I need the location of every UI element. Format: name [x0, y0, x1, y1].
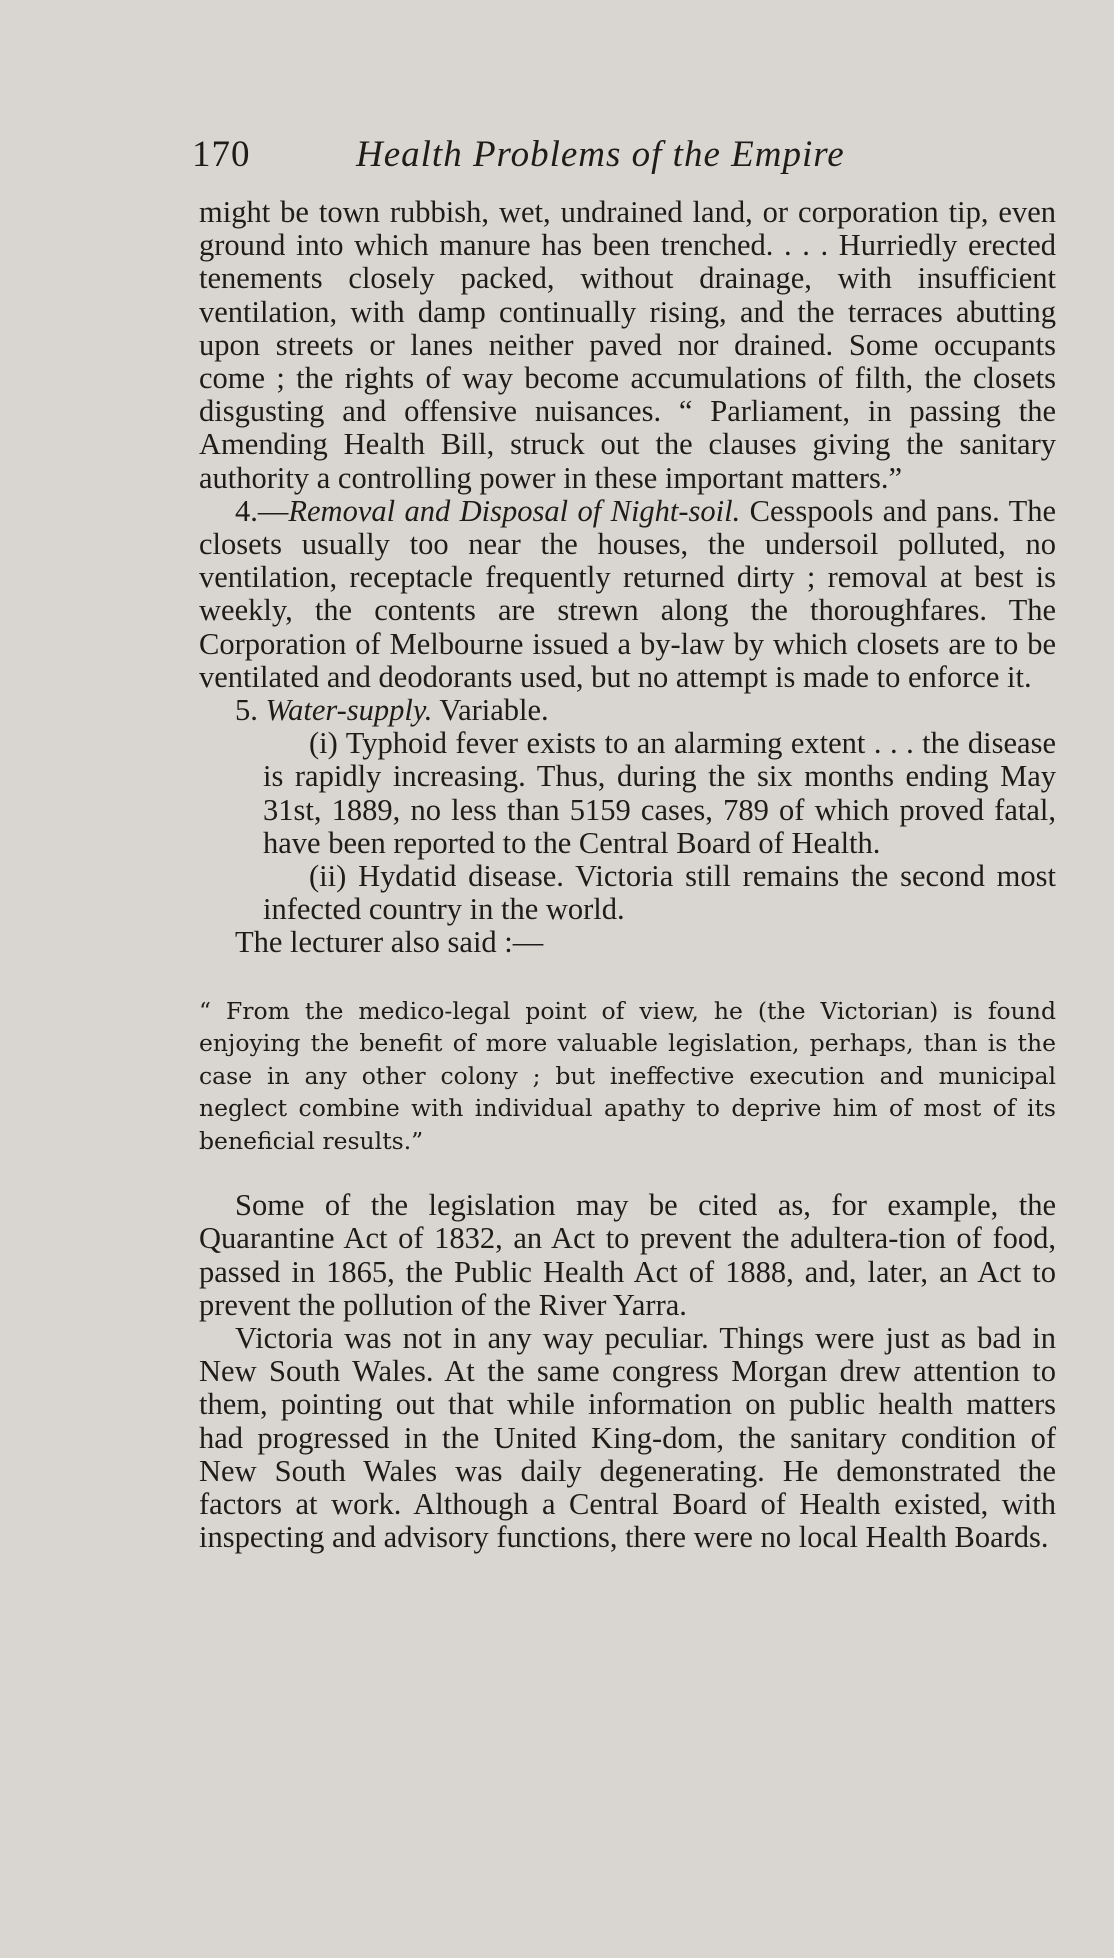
paragraph-legislation: Some of the legislation may be cited as, for example, the Quarantine Act of 1832, an Act to prevent the adultera-tion of food, passed in 1865, the Public Health Act of 1888, and, later, an Act to prevent the pollution of the River Yarra. [199, 1188, 1056, 1322]
subitem-hydatid: (ii) Hydatid disease. Victoria still remains the second most infected country in the world. [263, 859, 1056, 927]
item-5 [199, 694, 1056, 727]
page-header [190, 130, 1060, 180]
paragraph-rubbish: might be town rubbish, wet, undrained land, or corporation tip, even ground into which manure has been trenched. . . . Hurriedly erected tenements closely packed, without drainage, with insufficient ventilation, with damp continually rising, and the terraces abutting upon streets or lanes neither paved nor drained. Some occupants come ; the rights of way become accumulations of filth, the closets disgusting and offensive nuisances. “ Parliament, in passing the Amending Health Bill, struck out the clauses giving the sanitary authority a controlling power in these important matters.” [199, 195, 1056, 495]
paragraph-victoria: Victoria was not in any way peculiar. Things were just as bad in New South Wales. At the same congress Morgan drew attention to them, pointing out that while information on public health matters had progressed in the United King-dom, the sanitary condition of New South Wales was daily degenerating. He demonstrated the factors at work. Although a Central Board of Health existed, with inspecting and advisory functions, there were no local Health Boards. [199, 1320, 1056, 1555]
item-4 [199, 495, 1056, 694]
item-5-text: Variable. [432, 693, 549, 728]
block-quote: “ From the medico-legal point of view, he (the Victorian) is found enjoying the benefit of more valuable legislation, perhaps, than is the case in any other colony ; but ineffective execution and municipal neglect combine with individual apathy to deprive him of most of its beneficial results.” [199, 996, 1056, 1155]
body-text [199, 196, 1056, 1554]
running-title: Health Problems of the Empire [356, 134, 845, 175]
lecturer-line: The lecturer also said :— [235, 925, 544, 960]
item-4-number: 4.— [235, 493, 289, 528]
item-5-heading: Water-supply. [265, 693, 433, 728]
page-number: 170 [192, 134, 251, 175]
item-4-text: Cesspools and pans. The closets usually too near the houses, the undersoil polluted, no ventilation, receptacle frequently returned dirty ; removal at best is weekly, the contents are strewn along the thoroughfares. The Corporation of Melbourne issued a by-law by which closets are to be ventilated and deodorants used, but no attempt is made to enforce it. [199, 493, 1056, 694]
item-4-heading: Removal and Disposal of Night-soil. [288, 493, 741, 528]
item-5-number: 5. [235, 693, 266, 728]
subitem-typhoid: (i) Typhoid fever exists to an alarming extent . . . the disease is rapidly increasing. Thus, during the six months ending May 31st, 1889, no less than 5159 cases, 789 of which proved fatal, have been reported to the Central Board of Health. [263, 726, 1056, 860]
